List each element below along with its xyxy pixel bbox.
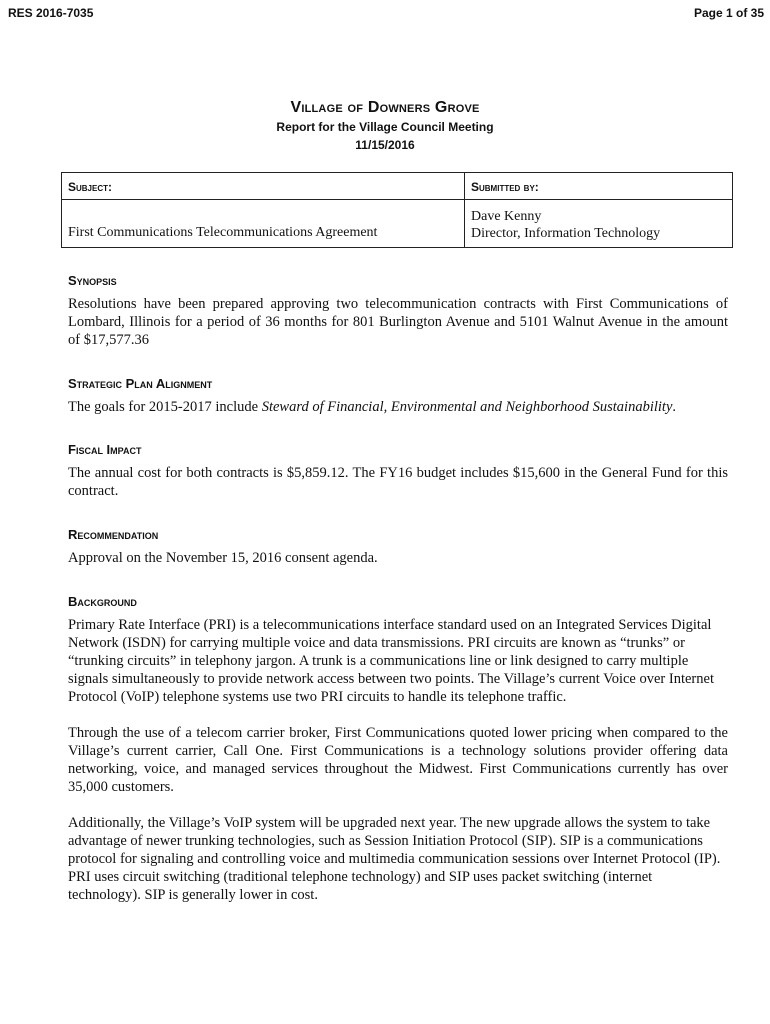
synopsis-heading: Synopsis <box>68 273 117 288</box>
background-heading: Background <box>68 594 137 609</box>
table-divider-vertical <box>464 173 465 247</box>
background-section <box>68 594 728 922</box>
strategic-text-prefix: The goals for 2015-2017 include <box>68 399 262 415</box>
synopsis-text: Resolutions have been prepared approving two telecommunication contracts with First Communications of Lombard, Illinois for a period of 36 months for 801 Burlington Avenue and 5101 Walnut Avenue in the amount of $17,577.36 <box>68 296 728 348</box>
background-paragraph-2: Through the use of a telecom carrier broker, First Communications quoted lower pricing when compared to the Village’s current carrier, Call One. First Communications is a technology solutions provider offering data networking, voice, and managed services throughout the Midwest. First Communications currently has over 35,000 customers. <box>68 725 728 795</box>
page-number: Page 1 of 35 <box>693 6 764 20</box>
submitter-name: Dave Kenny <box>471 209 542 224</box>
meeting-date: 11/15/2016 <box>355 138 415 152</box>
submitted-by-label: Submitted by: <box>471 180 539 194</box>
table-divider-horizontal <box>62 199 732 200</box>
background-paragraph-1: Primary Rate Interface (PRI) is a telecommunications interface standard used on an Integrated Services Digital Network (ISDN) for carrying multiple voice and data transmissions. PRI circuits are known as “trunks” or “trunking circuits” in telephony jargon. A trunk is a communications line or link designed to carry multiple signals simultaneously to provide network access between two points. The Village’s current Voice over Internet Protocol (VoIP) telephone systems use two PRI circuits to handle its telephone traffic. <box>68 617 714 705</box>
recommendation-text: Approval on the November 15, 2016 consent agenda. <box>68 550 378 566</box>
strategic-text-suffix: . <box>672 399 677 415</box>
subject-label: Subject: <box>68 180 113 194</box>
strategic-section <box>68 376 728 416</box>
page-subtitle: Report for the Village Council Meeting <box>276 120 494 134</box>
fiscal-text: The annual cost for both contracts is $5,859.12. The FY16 budget includes $15,600 in the General Fund for this contract. <box>68 465 728 499</box>
recommendation-heading: Recommendation <box>68 527 159 542</box>
strategic-text <box>68 398 728 416</box>
info-table <box>61 172 733 248</box>
background-paragraph-3: Additionally, the Village’s VoIP system will be upgraded next year. The new upgrade allows the system to take advantage of newer trunking technologies, such as Session Initiation Protocol (SIP). SIP is a communications protocol for signaling and controlling voice and multimedia communication sessions over Internet Protocol (IP). PRI uses circuit switching (traditional telephone technology) and SIP uses packet switching (internet technology). SIP is generally lower in cost. <box>68 815 721 903</box>
submitter-title: Director, Information Technology <box>471 226 661 241</box>
document-id: RES 2016-7035 <box>8 6 94 20</box>
strategic-heading: Strategic Plan Alignment <box>68 376 213 391</box>
fiscal-heading: Fiscal Impact <box>68 442 142 457</box>
title-block <box>0 98 770 154</box>
page-title: Village of Downers Grove <box>290 99 480 116</box>
subject-value: First Communications Telecommunications Agreement <box>68 225 378 240</box>
fiscal-section <box>68 442 728 500</box>
synopsis-section <box>68 273 728 349</box>
strategic-goal: Steward of Financial, Environmental and Neighborhood Sustainability <box>261 399 673 415</box>
recommendation-section <box>68 527 728 567</box>
